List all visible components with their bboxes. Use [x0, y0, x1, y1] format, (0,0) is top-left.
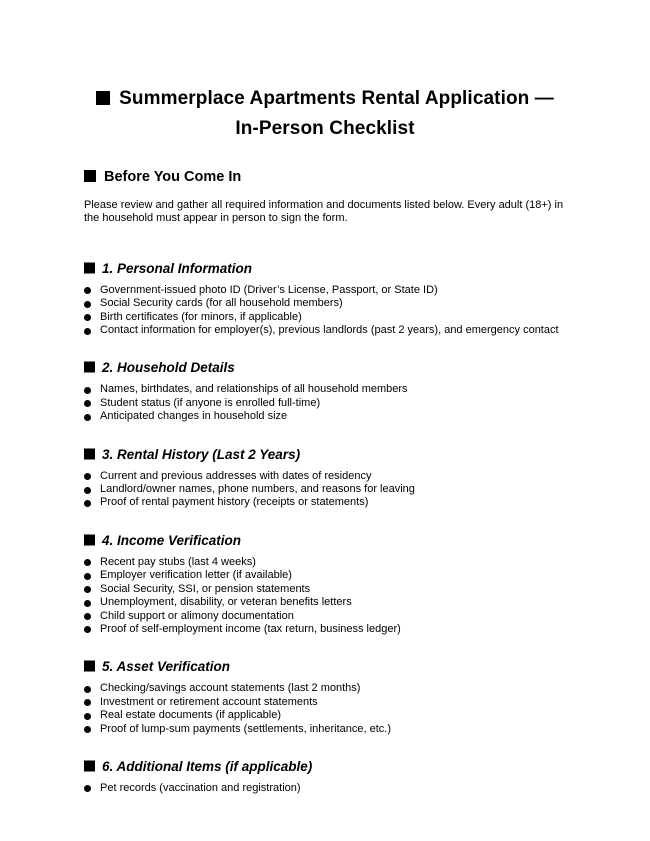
document-title	[84, 84, 566, 144]
section	[84, 360, 566, 423]
bullet-icon	[84, 699, 91, 706]
bullet-icon	[84, 414, 91, 421]
bullet-icon	[84, 686, 91, 693]
checklist-item-text: Government-issued photo ID (Driver’s License, Passport, or State ID)	[100, 283, 438, 296]
document-title-line-2: In-Person Checklist	[235, 118, 415, 139]
checklist-item	[84, 410, 566, 423]
section	[84, 659, 566, 736]
checklist-item-text: Employer verification letter (if available)	[100, 569, 292, 582]
checklist-item-text: Child support or alimony documentation	[100, 609, 294, 622]
bullet-icon	[84, 314, 91, 321]
document-title-line-1: Summerplace Apartments Rental Application —	[119, 88, 554, 109]
bullet-icon	[84, 328, 91, 335]
square-bullet-icon	[84, 661, 95, 672]
bullet-icon	[84, 473, 91, 480]
checklist-item	[84, 297, 566, 310]
checklist-item-text: Proof of lump-sum payments (settlements, inheritance, etc.)	[100, 722, 392, 735]
checklist-item-text: Proof of self-employment income (tax return, business ledger)	[100, 622, 401, 635]
square-bullet-icon	[84, 362, 95, 373]
checklist-item-text: Names, birthdates, and relationships of all household members	[100, 383, 408, 396]
bullet-icon	[84, 500, 91, 507]
checklist-item-text: Social Security, SSI, or pension statements	[100, 582, 311, 595]
bullet-icon	[84, 613, 91, 620]
bullet-icon	[84, 287, 91, 294]
section-heading	[84, 261, 566, 277]
checklist	[84, 470, 566, 510]
square-bullet-icon	[96, 91, 110, 105]
square-bullet-icon	[84, 170, 96, 182]
checklist-item-text: Checking/savings account statements (last 2 months)	[100, 682, 361, 695]
section-heading-label: 3. Rental History (Last 2 Years)	[102, 446, 301, 462]
checklist-item	[84, 709, 566, 722]
bullet-icon	[84, 387, 91, 394]
checklist-item-text: Birth certificates (for minors, if applicable)	[100, 310, 302, 323]
square-bullet-icon	[84, 262, 95, 273]
checklist-item	[84, 782, 566, 795]
checklist	[84, 556, 566, 636]
checklist-item	[84, 311, 566, 324]
section	[84, 261, 566, 338]
checklist-item	[84, 723, 566, 736]
bullet-icon	[84, 626, 91, 633]
section-heading-label: 4. Income Verification	[102, 532, 242, 548]
checklist-item	[84, 583, 566, 596]
checklist	[84, 782, 566, 795]
intro-heading	[84, 169, 566, 186]
section-heading-label: 1. Personal Information	[102, 260, 253, 276]
section-heading	[84, 759, 566, 775]
section-heading-label: 5. Asset Verification	[102, 659, 231, 675]
checklist-item-text: Real estate documents (if applicable)	[100, 709, 281, 722]
checklist-item-text: Investment or retirement account statements	[100, 695, 318, 708]
checklist-item-text: Recent pay stubs (last 4 weeks)	[100, 555, 256, 568]
bullet-icon	[84, 487, 91, 494]
bullet-icon	[84, 301, 91, 308]
section-heading-label: 2. Household Details	[102, 360, 235, 376]
section-heading-label: 6. Additional Items (if applicable)	[102, 758, 313, 774]
bullet-icon	[84, 726, 91, 733]
checklist-item-text: Unemployment, disability, or veteran benefits letters	[100, 596, 352, 609]
checklist-item-text: Landlord/owner names, phone numbers, and reasons for leaving	[100, 483, 415, 496]
bullet-icon	[84, 586, 91, 593]
checklist-item-text: Pet records (vaccination and registration)	[100, 781, 301, 794]
section	[84, 447, 566, 510]
checklist	[84, 682, 566, 736]
bullet-icon	[84, 600, 91, 607]
checklist-item-text: Anticipated changes in household size	[100, 410, 288, 423]
bullet-icon	[84, 559, 91, 566]
section-heading	[84, 659, 566, 675]
square-bullet-icon	[84, 448, 95, 459]
section-heading	[84, 360, 566, 376]
section-heading	[84, 533, 566, 549]
checklist-item	[84, 324, 566, 337]
checklist-item	[84, 596, 566, 609]
intro-heading-label: Before You Come In	[104, 169, 242, 185]
bullet-icon	[84, 400, 91, 407]
checklist-item-text: Current and previous addresses with dates of residency	[100, 469, 372, 482]
section	[84, 759, 566, 795]
bullet-icon	[84, 713, 91, 720]
bullet-icon	[84, 785, 91, 792]
checklist-item	[84, 569, 566, 582]
checklist-item	[84, 556, 566, 569]
sections-container	[84, 261, 566, 796]
checklist-item	[84, 383, 566, 396]
checklist-item	[84, 397, 566, 410]
checklist-item-text: Social Security cards (for all household members)	[100, 297, 343, 310]
checklist-item	[84, 696, 566, 709]
checklist-item	[84, 682, 566, 695]
checklist-item-text: Student status (if anyone is enrolled full-time)	[100, 396, 321, 409]
checklist-item	[84, 483, 566, 496]
checklist-item	[84, 610, 566, 623]
square-bullet-icon	[84, 760, 95, 771]
square-bullet-icon	[84, 534, 95, 545]
checklist-item	[84, 470, 566, 483]
checklist-item-text: Contact information for employer(s), previous landlords (past 2 years), and emergency contact	[100, 324, 559, 337]
checklist-item	[84, 496, 566, 509]
checklist-item	[84, 284, 566, 297]
bullet-icon	[84, 573, 91, 580]
intro-paragraph: Please review and gather all required information and documents listed below. Every adult (18+) in the household must appear in person to sign the form.	[84, 199, 564, 225]
section	[84, 533, 566, 636]
checklist	[84, 284, 566, 338]
section-heading	[84, 447, 566, 463]
checklist-item	[84, 623, 566, 636]
checklist-item-text: Proof of rental payment history (receipts or statements)	[100, 496, 369, 509]
checklist	[84, 383, 566, 423]
